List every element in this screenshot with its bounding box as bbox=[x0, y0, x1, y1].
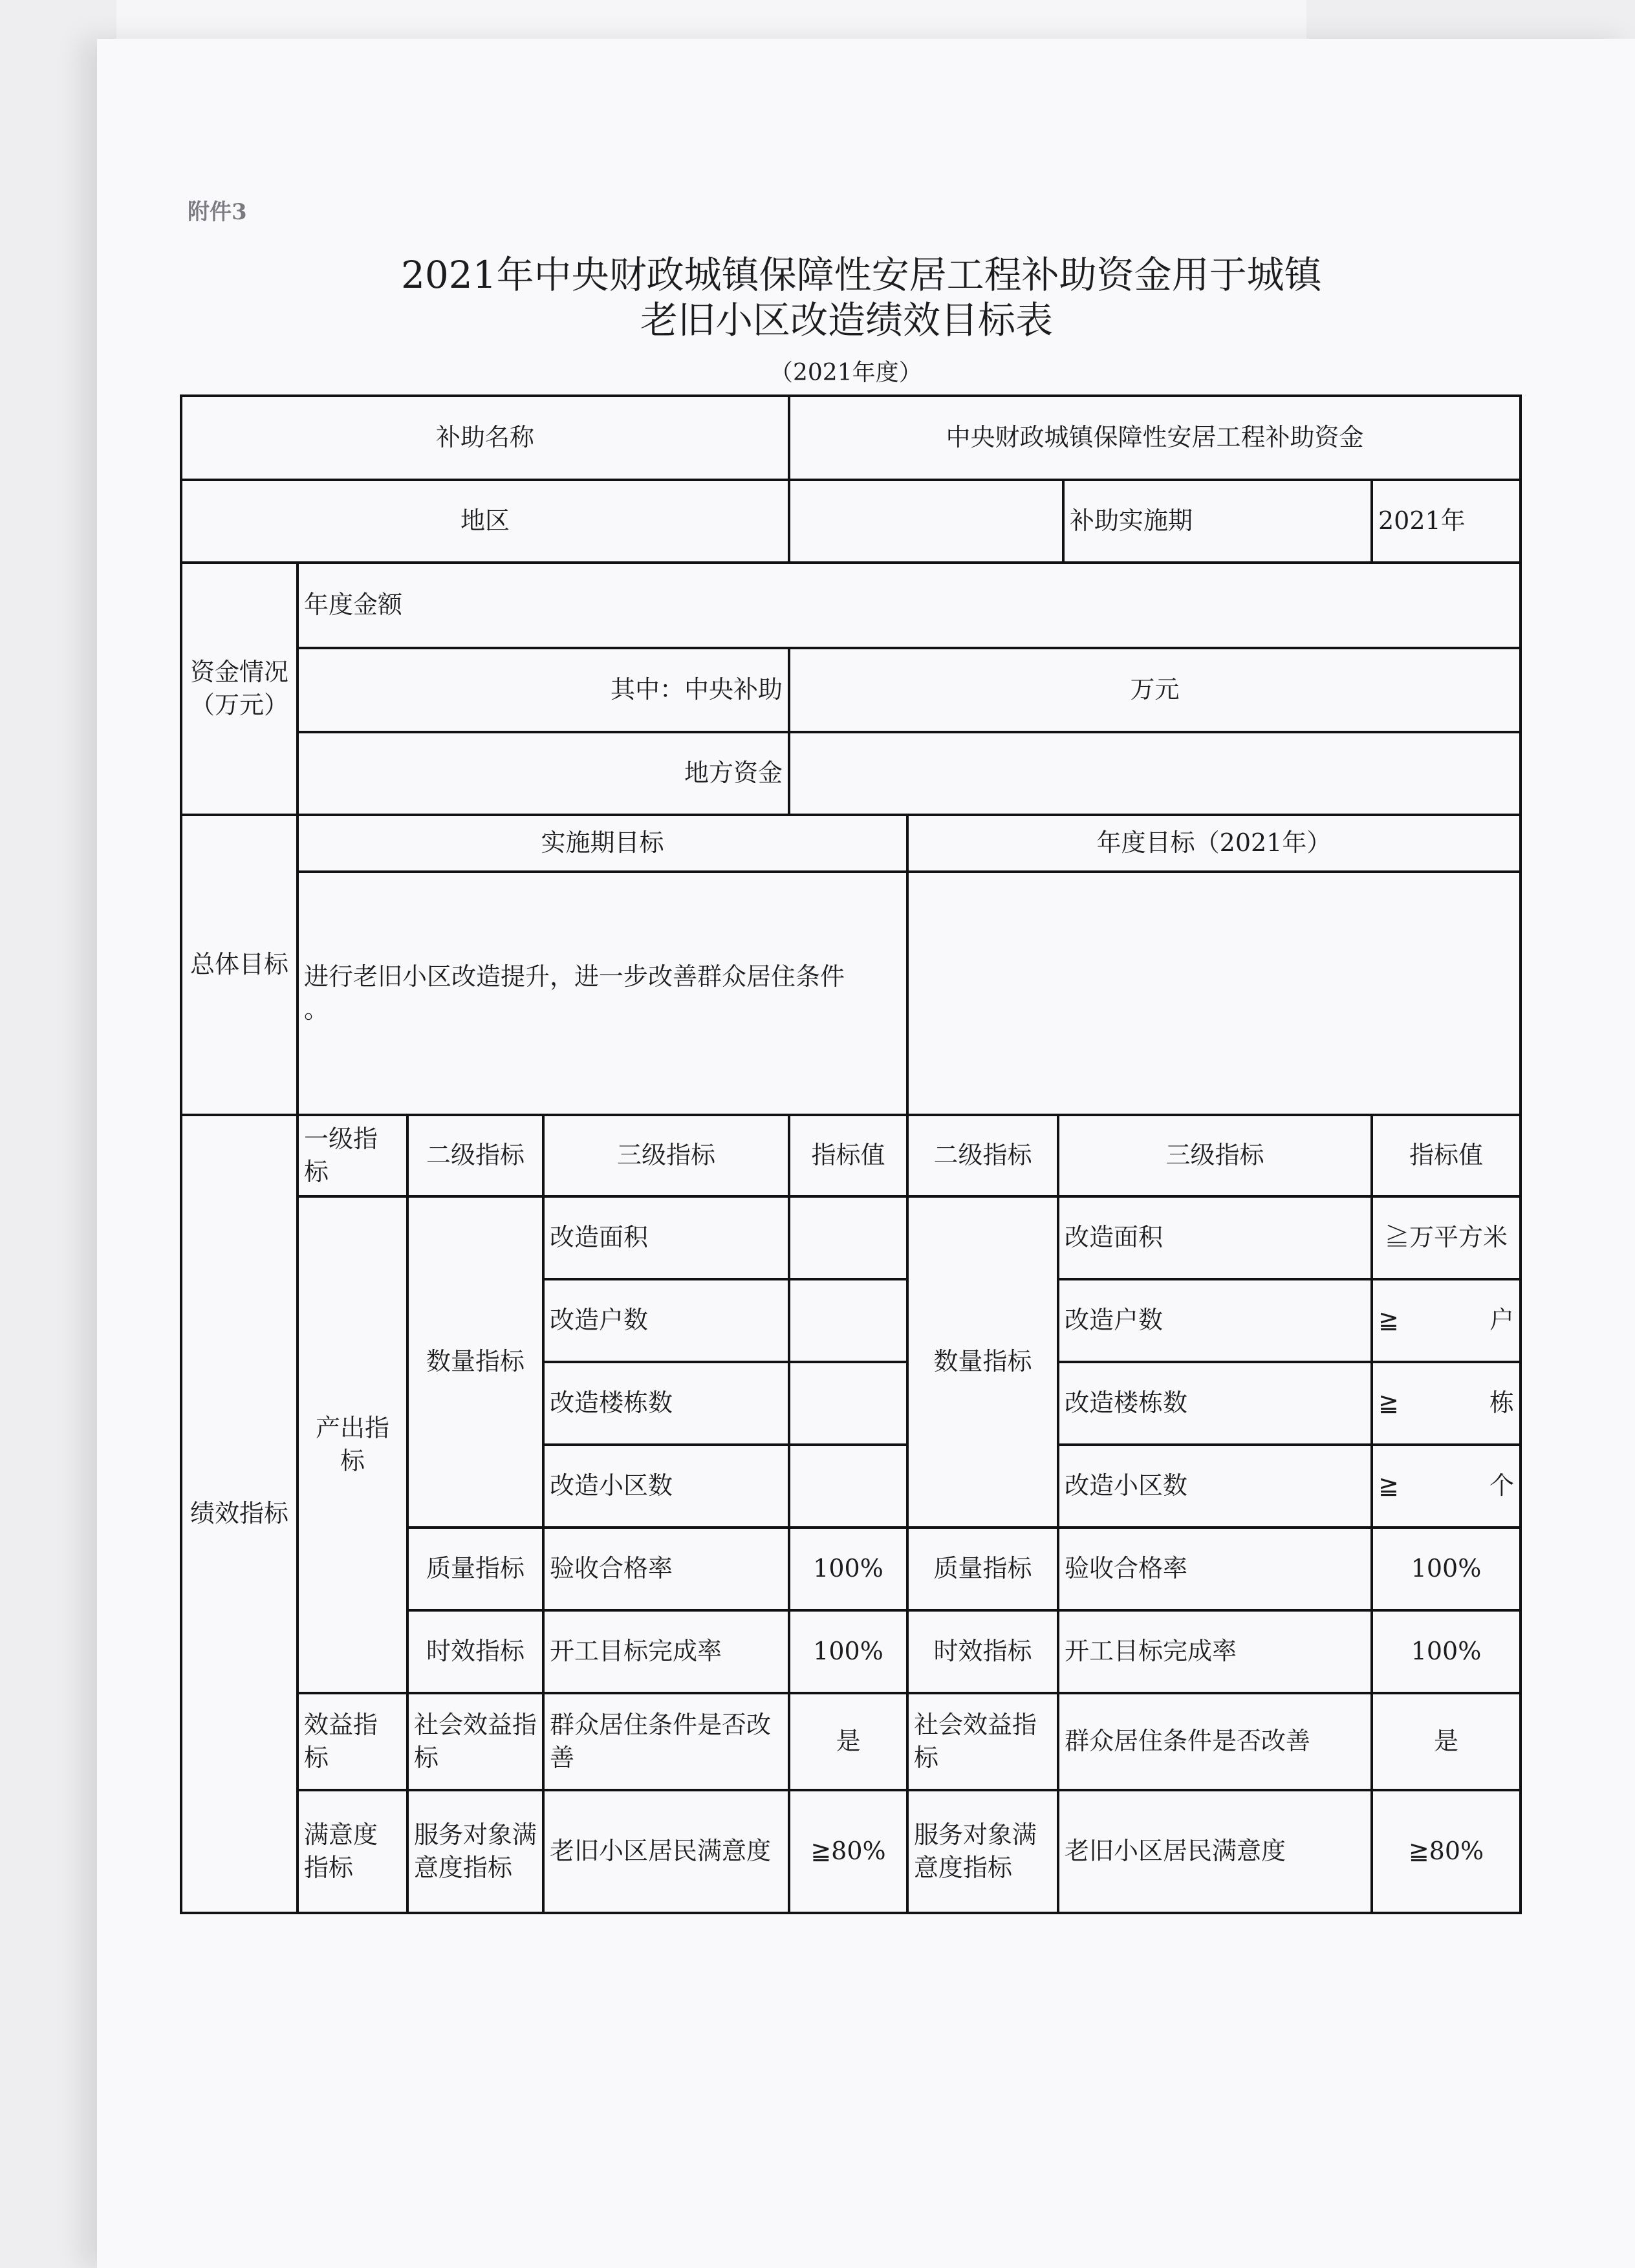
unit-households: 户 bbox=[1489, 1306, 1514, 1335]
annual-start-rate: 开工目标完成率 bbox=[1058, 1610, 1372, 1693]
region-value bbox=[789, 480, 1063, 563]
period-label: 补助实施期 bbox=[1063, 480, 1372, 563]
central-subsidy-unit: 万元 bbox=[789, 648, 1521, 732]
annual-buildings-value bbox=[1372, 1362, 1521, 1445]
annual-acceptance-rate: 验收合格率 bbox=[1058, 1528, 1372, 1610]
annual-households-value bbox=[1372, 1279, 1521, 1362]
output-indicator-label: 产出指标 bbox=[298, 1196, 407, 1693]
impl-area: 改造面积 bbox=[543, 1196, 789, 1279]
impl-target-text bbox=[298, 872, 907, 1115]
level3-header-impl: 三级指标 bbox=[543, 1115, 789, 1196]
service-satisfaction-annual: 服务对象满意度指标 bbox=[907, 1790, 1058, 1913]
impl-living-improved: 群众居住条件是否改善 bbox=[543, 1693, 789, 1790]
quality-indicator-annual: 质量指标 bbox=[907, 1528, 1058, 1610]
level2-header-annual: 二级指标 bbox=[907, 1115, 1058, 1196]
impl-living-value: 是 bbox=[789, 1693, 907, 1790]
value-header-impl: 指标值 bbox=[789, 1115, 907, 1196]
document-year: （2021年度） bbox=[770, 360, 922, 386]
funds-label: 资金情况（万元） bbox=[181, 563, 298, 815]
performance-target-table bbox=[180, 394, 1522, 1914]
geq-sign: ≧ bbox=[1378, 1306, 1399, 1335]
impl-buildings-value bbox=[789, 1362, 907, 1445]
social-benefit-annual: 社会效益指标 bbox=[907, 1693, 1058, 1790]
impl-acceptance-value: 100% bbox=[789, 1528, 907, 1610]
annual-communities: 改造小区数 bbox=[1058, 1445, 1372, 1528]
annual-target-text bbox=[907, 872, 1521, 1115]
central-subsidy-label: 其中：中央补助 bbox=[298, 648, 789, 732]
impl-resident-satisfaction: 老旧小区居民满意度 bbox=[543, 1790, 789, 1913]
annual-target-header: 年度目标（2021年） bbox=[907, 815, 1521, 872]
quantity-indicator-annual: 数量指标 bbox=[907, 1196, 1058, 1528]
impl-target-text-main: 进行老旧小区改造提升，进一步改善群众居住条件 bbox=[304, 962, 845, 991]
subsidy-name-value: 中央财政城镇保障性安居工程补助资金 bbox=[789, 396, 1521, 480]
local-funds-label: 地方资金 bbox=[298, 732, 789, 815]
annual-living-improved: 群众居住条件是否改善 bbox=[1058, 1693, 1372, 1790]
benefit-indicator-label: 效益指标 bbox=[298, 1693, 407, 1790]
level3-header-annual: 三级指标 bbox=[1058, 1115, 1372, 1196]
geq-sign: ≧ bbox=[1378, 1471, 1399, 1500]
document-title-line2: 老旧小区改造绩效目标表 bbox=[640, 298, 1054, 342]
subsidy-name-label: 补助名称 bbox=[181, 396, 789, 480]
local-funds-value bbox=[789, 732, 1521, 815]
impl-start-rate: 开工目标完成率 bbox=[543, 1610, 789, 1693]
impl-buildings: 改造楼栋数 bbox=[543, 1362, 789, 1445]
value-header-annual: 指标值 bbox=[1372, 1115, 1521, 1196]
period-value: 2021年 bbox=[1372, 480, 1521, 563]
impl-acceptance-rate: 验收合格率 bbox=[543, 1528, 789, 1610]
impl-target-text-tail: 。 bbox=[304, 995, 329, 1024]
satisfaction-indicator-label: 满意度指标 bbox=[298, 1790, 407, 1913]
attachment-label: 附件3 bbox=[188, 199, 247, 225]
annual-living-value: 是 bbox=[1372, 1693, 1521, 1790]
level1-header: 一级指标 bbox=[298, 1115, 407, 1196]
annual-satisfaction-value: ≧80% bbox=[1372, 1790, 1521, 1913]
region-label: 地区 bbox=[181, 480, 789, 563]
level2-header-impl: 二级指标 bbox=[407, 1115, 543, 1196]
annual-area: 改造面积 bbox=[1058, 1196, 1372, 1279]
document-title-line1: 2021年中央财政城镇保障性安居工程补助资金用于城镇 bbox=[401, 253, 1322, 297]
timeliness-indicator-annual: 时效指标 bbox=[907, 1610, 1058, 1693]
impl-communities-value bbox=[789, 1445, 907, 1528]
service-satisfaction-impl: 服务对象满意度指标 bbox=[407, 1790, 543, 1913]
annual-buildings: 改造楼栋数 bbox=[1058, 1362, 1372, 1445]
impl-communities: 改造小区数 bbox=[543, 1445, 789, 1528]
annual-households: 改造户数 bbox=[1058, 1279, 1372, 1362]
impl-area-value bbox=[789, 1196, 907, 1279]
quality-indicator-impl: 质量指标 bbox=[407, 1528, 543, 1610]
annual-communities-value bbox=[1372, 1445, 1521, 1528]
impl-households: 改造户数 bbox=[543, 1279, 789, 1362]
quantity-indicator-impl: 数量指标 bbox=[407, 1196, 543, 1528]
unit-buildings: 栋 bbox=[1489, 1388, 1514, 1418]
impl-target-header: 实施期目标 bbox=[298, 815, 907, 872]
impl-households-value bbox=[789, 1279, 907, 1362]
timeliness-indicator-impl: 时效指标 bbox=[407, 1610, 543, 1693]
impl-satisfaction-value: ≧80% bbox=[789, 1790, 907, 1913]
social-benefit-impl: 社会效益指标 bbox=[407, 1693, 543, 1790]
performance-indicators-label: 绩效指标 bbox=[181, 1115, 298, 1913]
unit-communities: 个 bbox=[1489, 1471, 1514, 1500]
annual-start-value: 100% bbox=[1372, 1610, 1521, 1693]
overall-target-label: 总体目标 bbox=[181, 815, 298, 1115]
annual-resident-satisfaction: 老旧小区居民满意度 bbox=[1058, 1790, 1372, 1913]
annual-amount-label: 年度金额 bbox=[298, 563, 1521, 648]
annual-area-value: ≧万平方米 bbox=[1372, 1196, 1521, 1279]
impl-start-value: 100% bbox=[789, 1610, 907, 1693]
performance-table-wrapper bbox=[180, 394, 1522, 1914]
geq-sign: ≧ bbox=[1378, 1388, 1399, 1418]
annual-acceptance-value: 100% bbox=[1372, 1528, 1521, 1610]
